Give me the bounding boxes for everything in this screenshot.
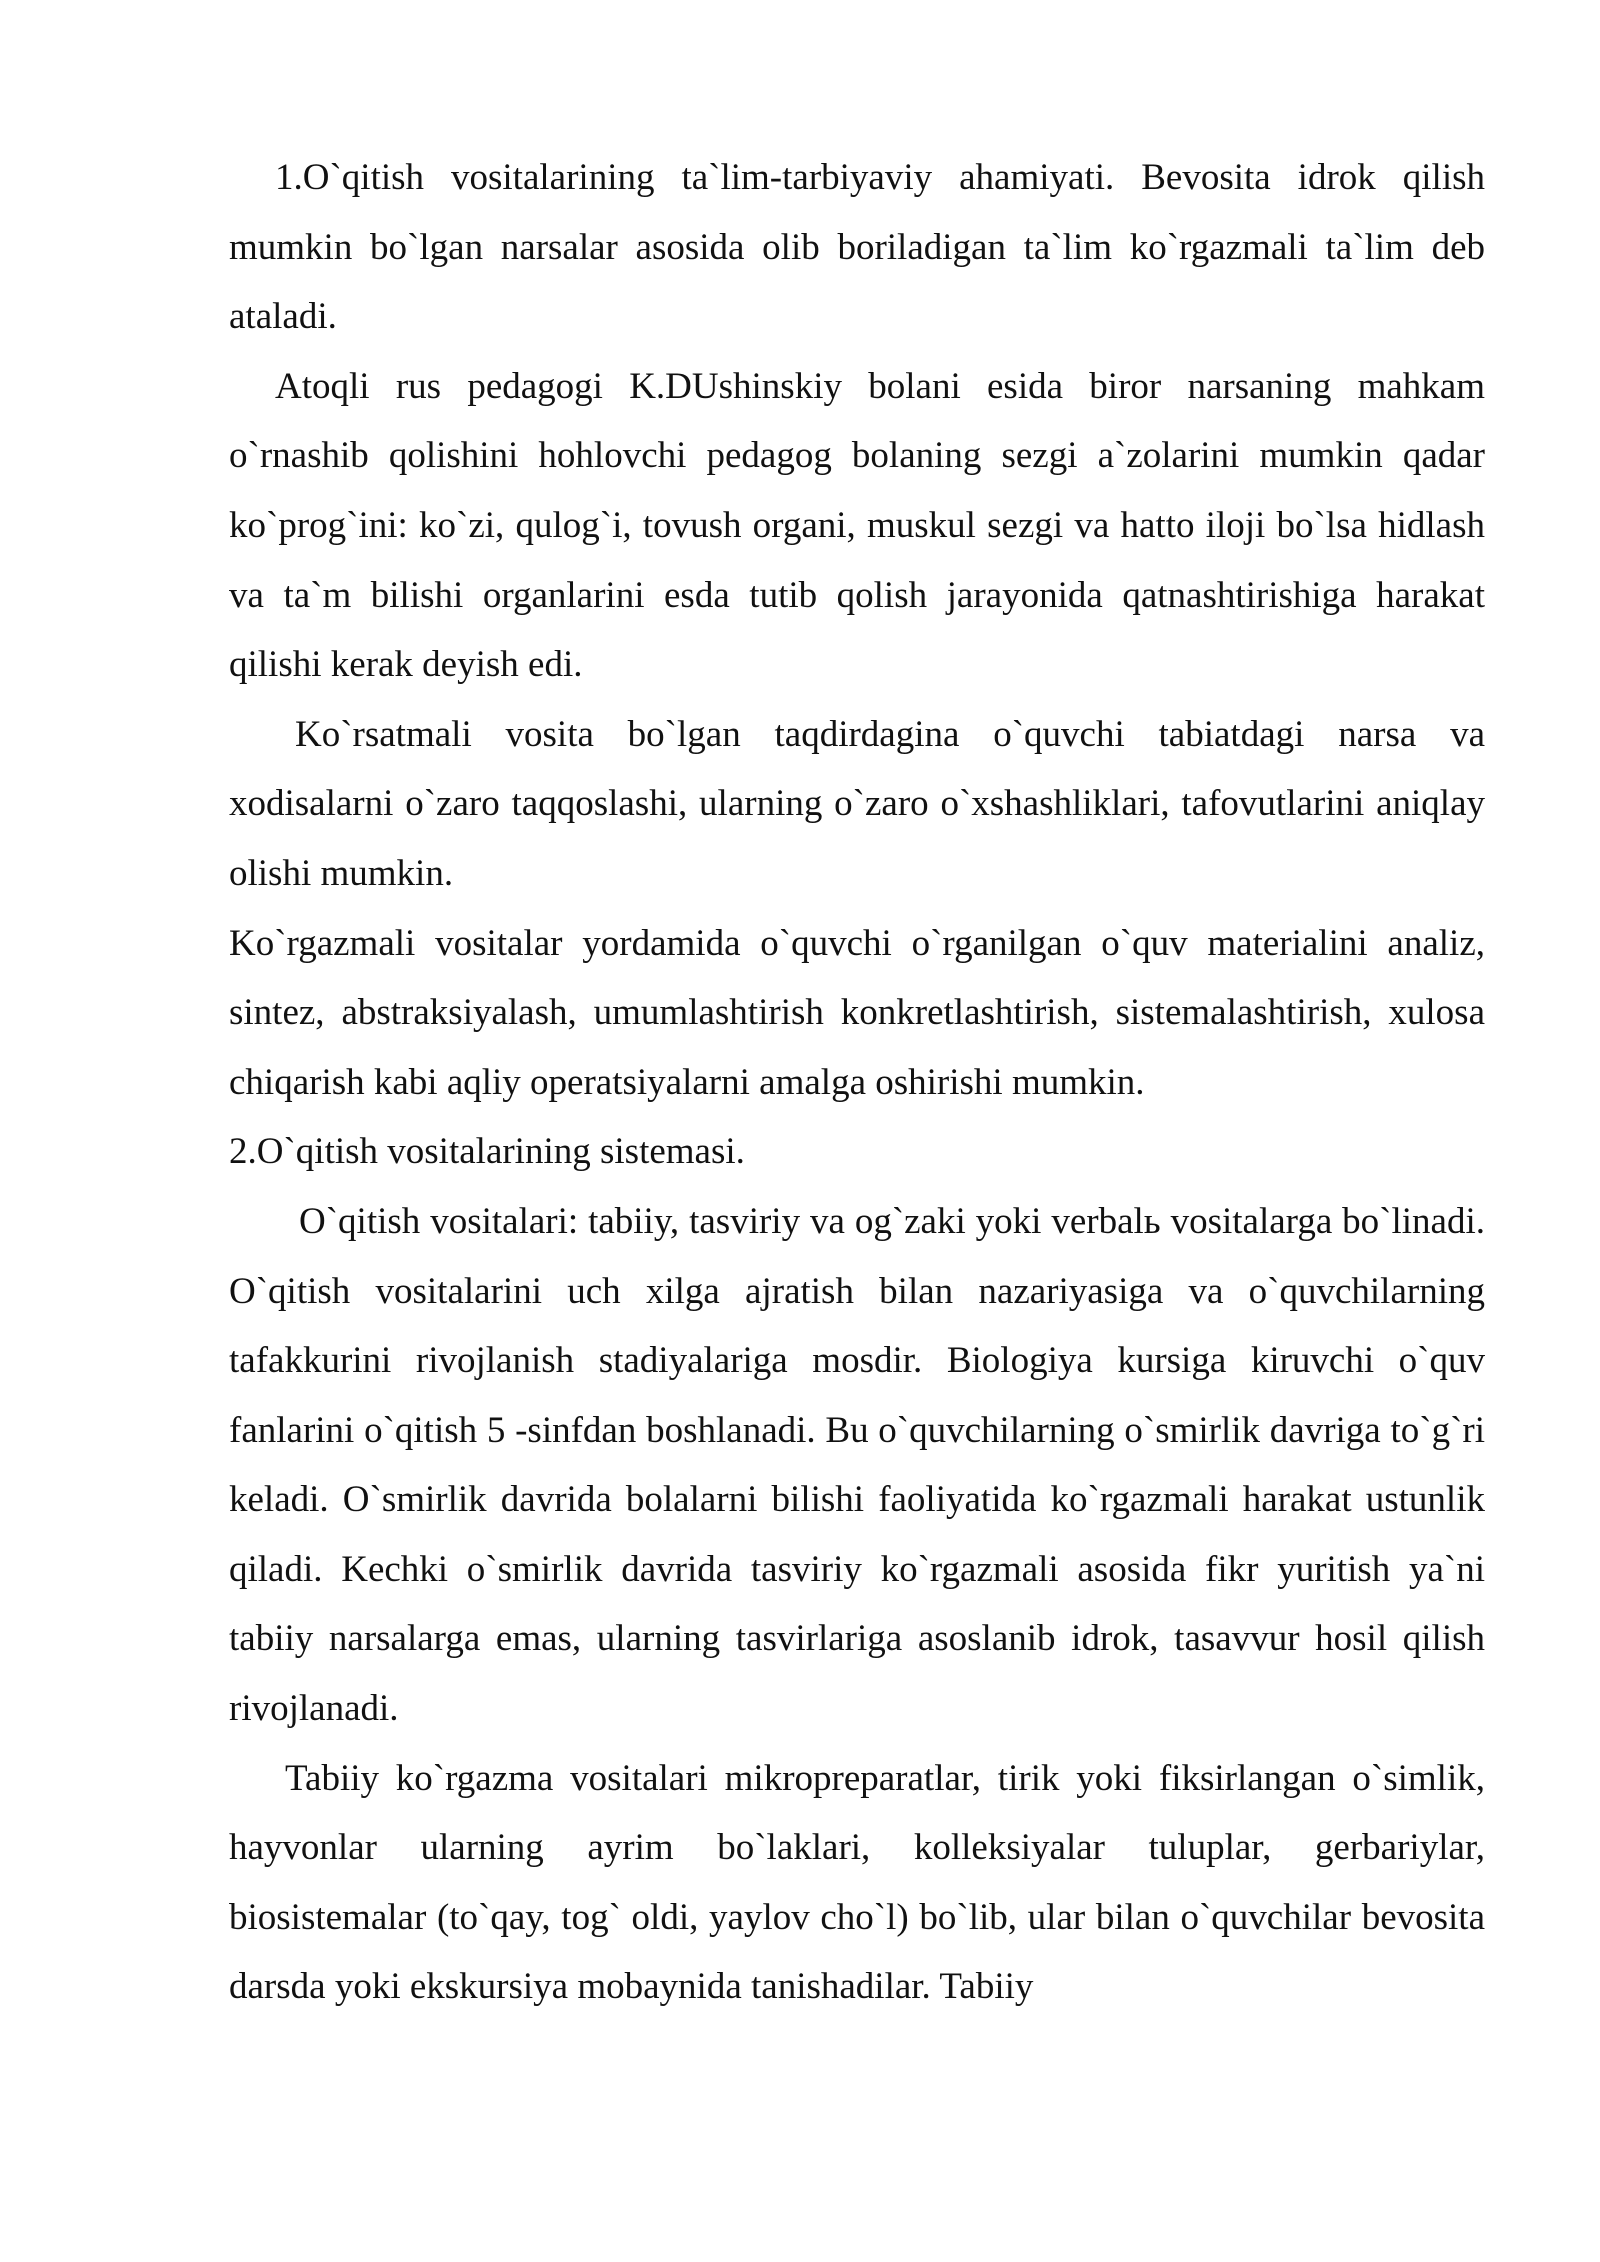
- paragraph-1: 1.O`qitish vositalarining ta`lim-tarbiyaviy ahamiyati. Bevosita idrok qilish mumkin bo`lgan narsalar asosida olib boriladigan ta`lim ko`rgazmali ta`lim deb ataladi.: [229, 157, 1485, 338]
- paragraph-7: Tabiiy ko`rgazma vositalari mikropreparatlar, tirik yoki fiksirlangan o`simlik, hayvonlar ularning ayrim bo`laklari, kolleksiyalar tuluplar, gerbariylar, biosistemalar (to`qay, tog` oldi, yaylov cho`l) bo`lib, ular bilan o`quvchilar bevosita darsda yoki ekskursiya mobaynida tanishadilar. Tabiiy: [229, 1757, 1485, 2008]
- page-content: [229, 143, 1485, 2022]
- section-heading-2: 2.O`qitish vositalarining sistemasi.: [229, 1131, 745, 1173]
- paragraph-2: Atoqli rus pedagogi K.DUshinskiy bolani esida biror narsaning mahkam o`rnashib qolishini hohlovchi pedagog bolaning sezgi a`zolarini mumkin qadar ko`prog`ini: ko`zi, qulog`i, tovush organi, muskul sezgi va hatto iloji bo`lsa hidlash va ta`m bilishi organlarini esda tutib qolish jarayonida qatnashtirishiga harakat qilishi kerak deyish edi.: [229, 365, 1485, 686]
- paragraph-4: Ko`rgazmali vositalar yordamida o`quvchi o`rganilgan o`quv materialini analiz, sintez, abstraksiyalash, umumlashtirish konkretlashtirish, sistemalashtirish, xulosa chiqarish kabi aqliy operatsiyalarni amalga oshirishi mumkin.: [229, 922, 1485, 1103]
- paragraph-3: Ko`rsatmali vosita bo`lgan taqdirdagina o`quvchi tabiatdagi narsa va xodisalarni o`zaro taqqoslashi, ularning o`zaro o`xshashliklari, tafovutlarini aniqlay olishi mumkin.: [229, 713, 1485, 894]
- paragraph-6: O`qitish vositalari: tabiiy, tasviriy va og`zaki yoki verbalь vositalarga bo`linadi. O`qitish vositalarini uch xilga ajratish bilan nazariyasiga va o`quvchilarning tafakkurini rivojlanish stadiyalariga mosdir. Biologiya kursiga kiruvchi o`quv fanlarini o`qitish 5 -sinfdan boshlanadi. Bu o`quvchilarning o`smirlik davriga to`g`ri keladi. O`smirlik davrida bolalarni bilishi faoliyatida ko`rgazmali harakat ustunlik qiladi. Kechki o`smirlik davrida tasviriy ko`rgazmali asosida fikr yuritish ya`ni tabiiy narsalarga emas, ularning tasvirlariga asoslanib idrok, tasavvur hosil qilish rivojlanadi.: [229, 1200, 1485, 1730]
